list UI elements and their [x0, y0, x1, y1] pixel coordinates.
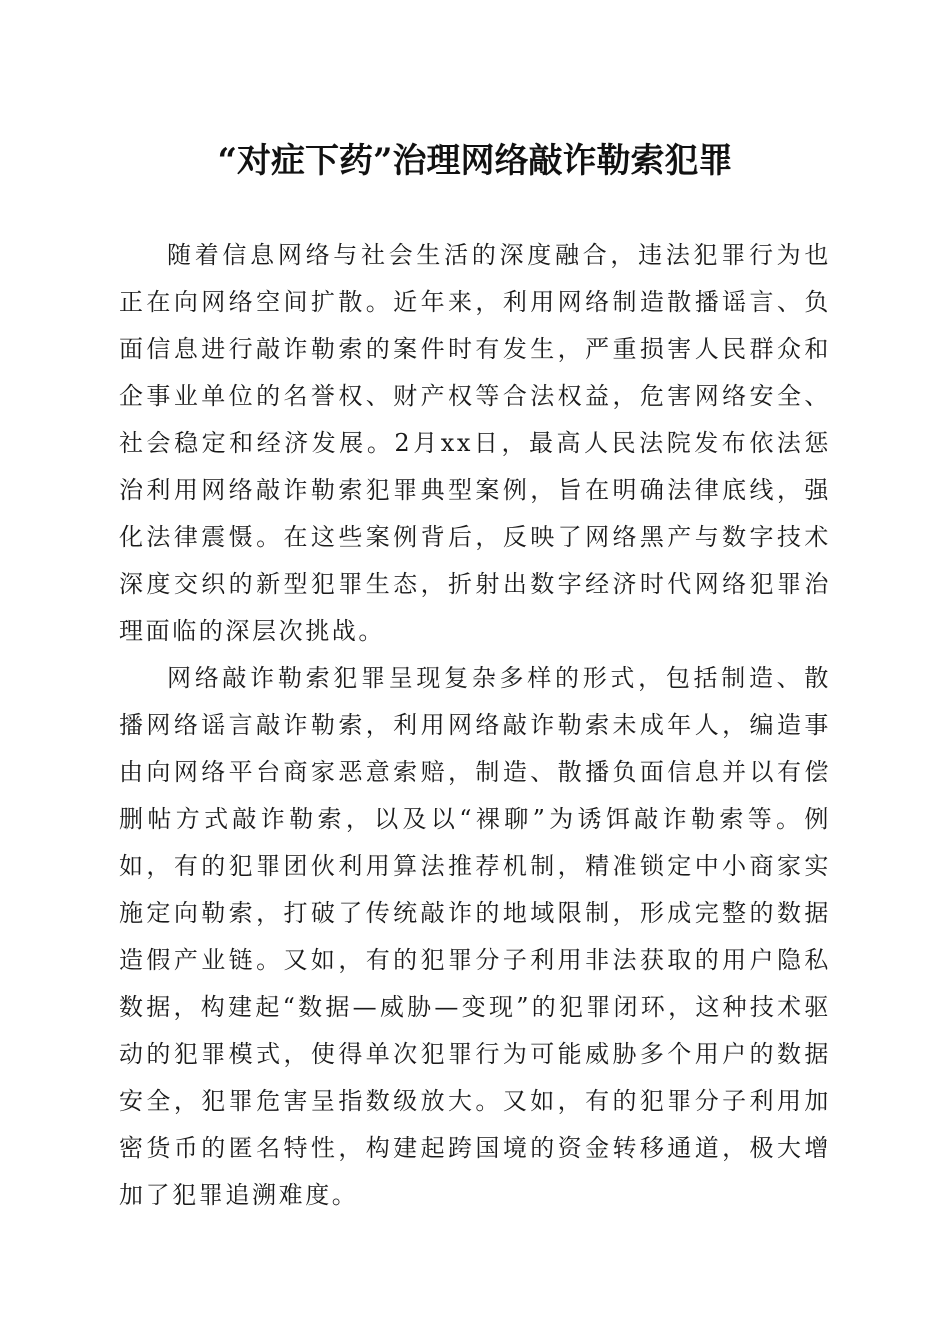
document-body — [119, 232, 831, 1219]
paragraph-2: 网络敲诈勒索犯罪呈现复杂多样的形式，包括制造、散播网络谣言敲诈勒索，利用网络敲诈勒索未成年人，编造事由向网络平台商家恶意索赔，制造、散播负面信息并以有偿删帖方式敲诈勒索，以及以“裸聊”为诱饵敲诈勒索等。例如，有的犯罪团伙利用算法推荐机制，精准锁定中小商家实施定向勒索，打破了传统敲诈的地域限制，形成完整的数据造假产业链。又如，有的犯罪分子利用非法获取的用户隐私数据，构建起“数据—威胁—变现”的犯罪闭环，这种技术驱动的犯罪模式，使得单次犯罪行为可能威胁多个用户的数据安全，犯罪危害呈指数级放大。又如，有的犯罪分子利用加密货币的匿名特性，构建起跨国境的资金转移通道，极大增加了犯罪追溯难度。 — [119, 664, 831, 1209]
paragraph-1: 随着信息网络与社会生活的深度融合，违法犯罪行为也正在向网络空间扩散。近年来，利用网络制造散播谣言、负面信息进行敲诈勒索的案件时有发生，严重损害人民群众和企事业单位的名誉权、财产权等合法权益，危害网络安全、社会稳定和经济发展。2月xx日，最高人民法院发布依法惩治利用网络敲诈勒索犯罪典型案例，旨在明确法律底线，强化法律震慑。在这些案例背后，反映了网络黑产与数字技术深度交织的新型犯罪生态，折射出数字经济时代网络犯罪治理面临的深层次挑战。 — [119, 241, 831, 645]
document-title: “对症下药”治理网络敲诈勒索犯罪 — [217, 141, 733, 181]
